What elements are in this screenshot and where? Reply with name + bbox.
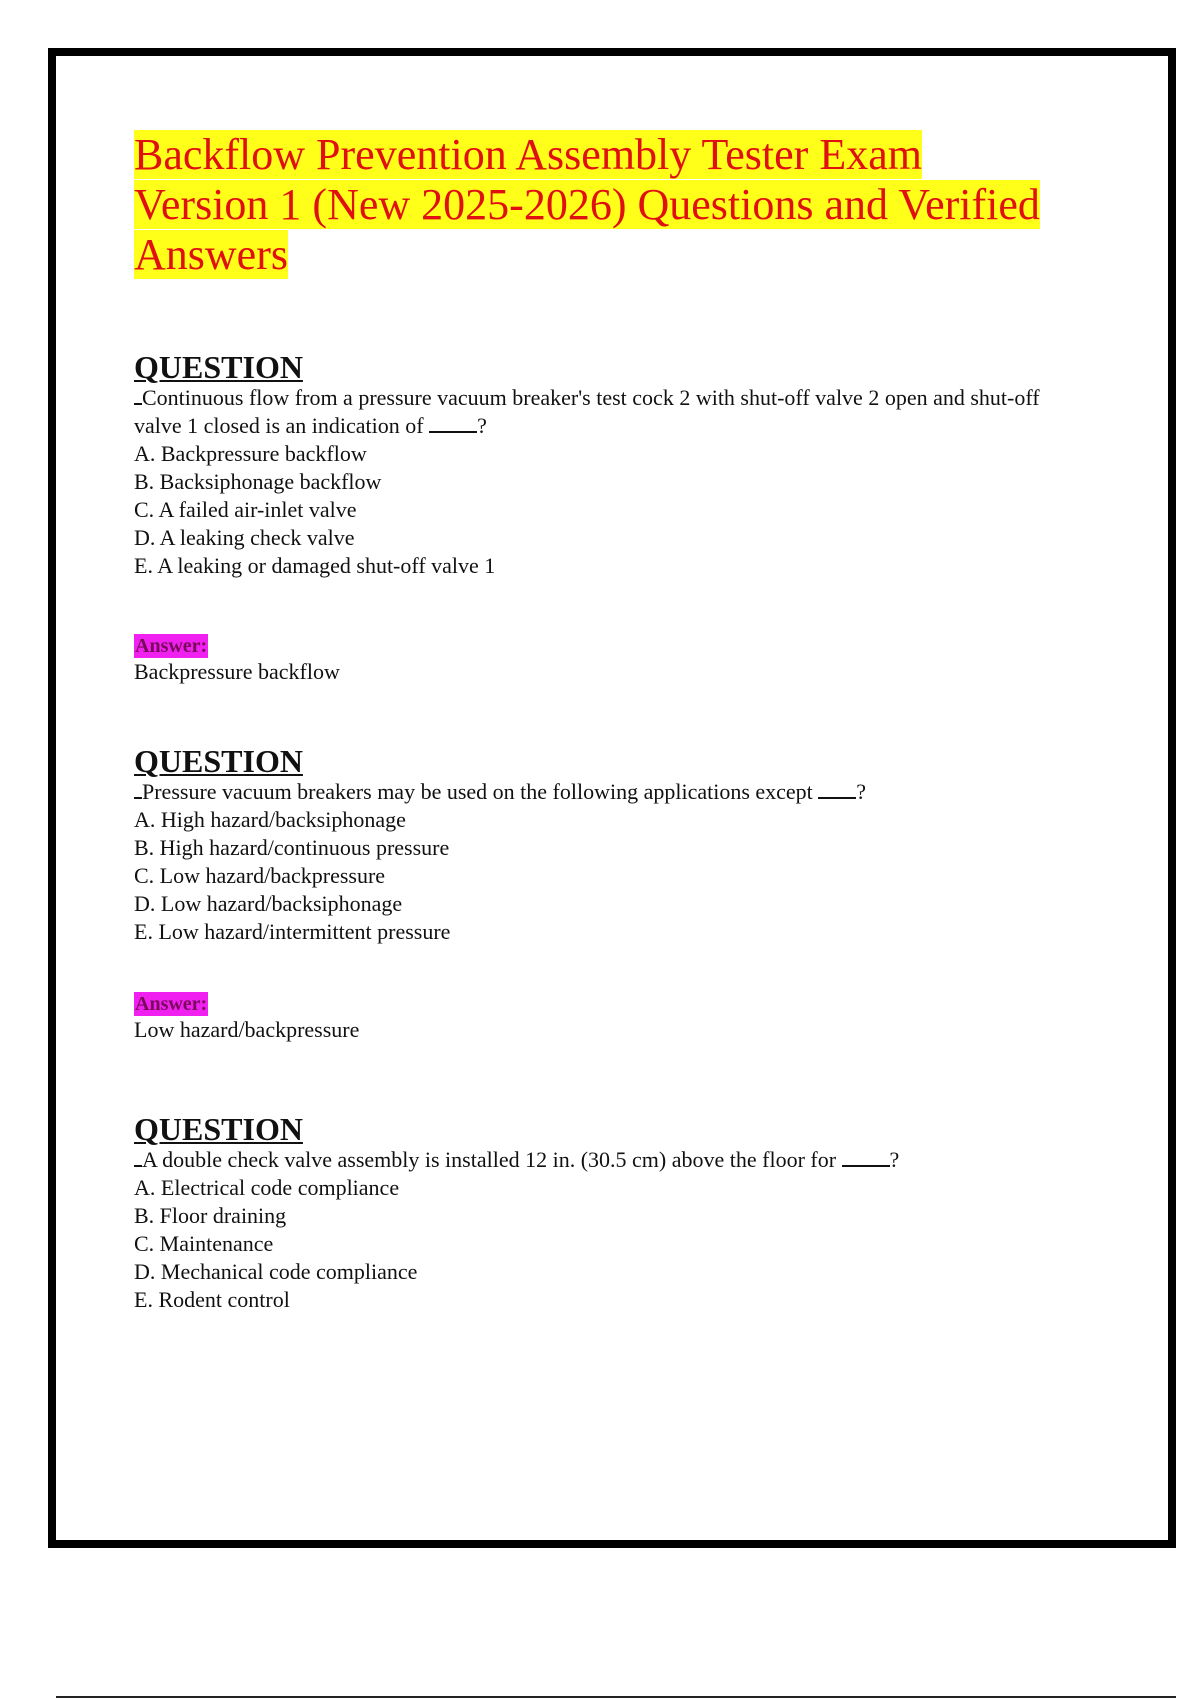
answer-blank	[429, 431, 477, 433]
question-mark: ?	[889, 1147, 900, 1172]
option-d: D. Low hazard/backsiphonage	[134, 891, 403, 916]
question-2	[134, 744, 1134, 1044]
question-heading: QUESTION	[134, 743, 303, 779]
option-list	[134, 1174, 1134, 1314]
title-line-1: Backflow Prevention Assembly Tester Exam	[134, 130, 922, 179]
option-list	[134, 806, 1134, 946]
question-mark: ?	[477, 413, 487, 438]
title-line-2: Version 1 (New 2025-2026) Questions and Verified	[134, 180, 1040, 229]
question-1	[134, 350, 1134, 686]
answer-text: Backpressure backflow	[134, 659, 340, 684]
option-a: A. Backpressure backflow	[134, 441, 367, 466]
question-stem: Continuous flow from a pressure vacuum breaker's test cock 2 with shut-off valve 2 open and shut-off valve 1 closed is an indication of	[134, 385, 1040, 438]
option-c: C. Maintenance	[134, 1231, 274, 1256]
question-stem: A double check valve assembly is installed 12 in. (30.5 cm) above the floor for	[142, 1147, 837, 1172]
answer-label: Answer:	[135, 635, 208, 657]
question-stem: Pressure vacuum breakers may be used on the following applications except	[142, 779, 813, 804]
document-title	[134, 130, 1094, 280]
title-line-3: Answers	[134, 230, 288, 279]
option-d: D. Mechanical code compliance	[134, 1259, 418, 1284]
option-e: E. Low hazard/intermittent pressure	[134, 919, 451, 944]
option-b: B. Backsiphonage backflow	[134, 469, 382, 494]
option-d: D. A leaking check valve	[134, 525, 355, 550]
answer-blank	[842, 1165, 890, 1167]
option-list	[134, 440, 1134, 580]
question-3	[134, 1112, 1134, 1314]
answer-blank	[818, 797, 856, 799]
question-text	[134, 384, 1064, 440]
question-heading: QUESTION	[134, 349, 303, 385]
option-e: E. A leaking or damaged shut-off valve 1	[134, 553, 496, 578]
title-area	[134, 130, 1120, 280]
question-text	[134, 778, 1064, 806]
answer-label: Answer:	[135, 993, 208, 1015]
option-a: A. High hazard/backsiphonage	[134, 807, 406, 832]
option-b: B. Floor draining	[134, 1203, 287, 1228]
option-c: C. Low hazard/backpressure	[134, 863, 386, 888]
page-bottom-rule	[56, 1696, 1176, 1698]
question-text	[134, 1146, 1064, 1174]
option-e: E. Rodent control	[134, 1287, 290, 1312]
option-a: A. Electrical code compliance	[134, 1175, 400, 1200]
question-mark: ?	[856, 779, 867, 804]
answer-text: Low hazard/backpressure	[134, 1017, 360, 1042]
option-b: B. High hazard/continuous pressure	[134, 835, 450, 860]
option-c: C. A failed air-inlet valve	[134, 497, 357, 522]
question-heading: QUESTION	[134, 1111, 303, 1147]
